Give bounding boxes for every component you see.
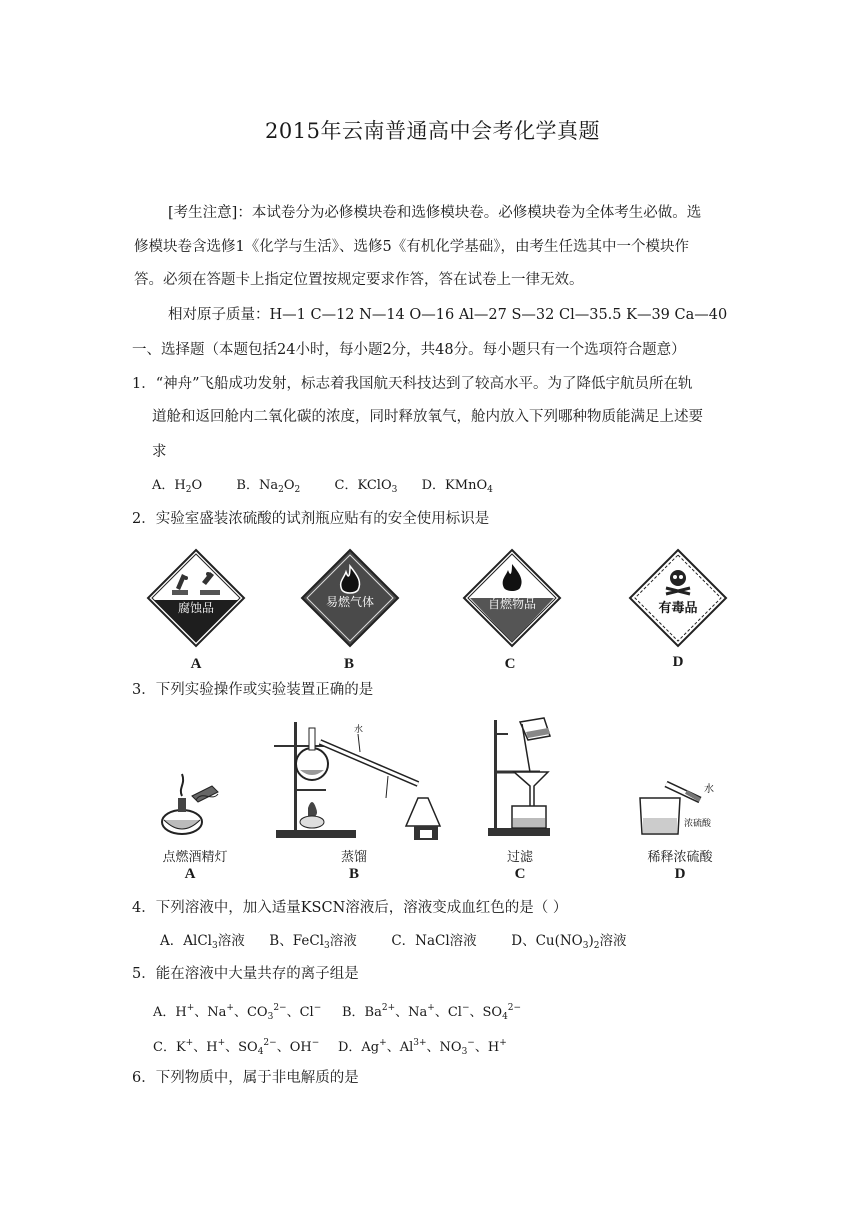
svg-text:水: 水 xyxy=(704,784,714,795)
q4-text: 4．下列溶液中，加入适量KSCN溶液后，溶液变成血红色的是（ ） xyxy=(132,900,568,916)
dilution-illustration xyxy=(636,776,726,838)
q2-text: 2．实验室盛装浓硫酸的试剂瓶应贴有的安全使用标识是 xyxy=(132,511,490,527)
q4-option-a: A．AlCl$_3$溶液 xyxy=(160,933,245,951)
section-heading: 一、选择题（本题包括24小时，每小题2分，共48分。每小题只有一个选项符合题意） xyxy=(132,342,686,358)
q5-option-c: C．K+、H+、$SO_4^{2-}$、OH− xyxy=(153,1038,320,1057)
q4-option-b: B、FeCl$_3$溶液 xyxy=(269,933,357,951)
q5-option-d: D．Ag+、$Al^{3+}$、$NO_3^-$、H+ xyxy=(338,1038,507,1057)
distillation-apparatus xyxy=(268,718,448,842)
q5-option-b: B．$Ba^{2+}$、Na+、Cl−、$SO_4^{2-}$ xyxy=(342,1003,522,1022)
q4-option-c: C．NaCl溶液 xyxy=(391,933,477,949)
filtration-apparatus xyxy=(484,714,564,838)
q1-option-c: C．KClO$_3$ xyxy=(334,478,398,495)
sign-a-label: 腐蚀品 xyxy=(177,601,215,615)
spontaneous-combustion-sign xyxy=(462,548,562,648)
notice-line-3: 答。必须在答题卡上指定位置按规定要求作答，答在试卷上一律无效。 xyxy=(134,272,584,288)
q3-caption-d: 稀释浓硫酸 xyxy=(647,850,713,865)
sign-c-label: 自燃物品 xyxy=(487,597,537,611)
q5-option-a: A．H+、Na+、$CO_3^{2-}$、Cl− xyxy=(153,1003,322,1022)
sign-d-label: 有毒品 xyxy=(658,601,698,616)
page-title: 2015年云南普通高中会考化学真题 xyxy=(265,119,600,143)
sign-c-letter: C xyxy=(504,656,516,672)
notice-line-2: 修模块卷含选修1《化学与生活》、选修5《有机化学基础》，由考生任选其中一个模块作 xyxy=(134,239,689,255)
flammable-gas-sign xyxy=(300,548,400,648)
sign-a-letter: A xyxy=(190,656,202,672)
alcohol-lamp-illustration xyxy=(152,760,232,840)
q3-letter-a: A xyxy=(184,866,196,882)
q3-caption-c: 过滤 xyxy=(506,850,533,865)
q5-text: 5．能在溶液中大量共存的离子组是 xyxy=(132,966,359,982)
q1-option-b: B．$Na_2O_2$ xyxy=(236,478,301,495)
q1-options xyxy=(152,476,493,500)
notice-line-1: [考生注意]：本试卷分为必修模块卷和选修模块卷。必修模块卷为全体考生必做。选 xyxy=(168,205,702,221)
q6-text: 6．下列物质中，属于非电解质的是 xyxy=(132,1070,359,1086)
q3-letter-d: D xyxy=(674,866,686,882)
q1-option-d: D．KMnO$_4$ xyxy=(421,478,493,495)
q3-letter-c: C xyxy=(514,866,526,882)
q1-line-2: 道舱和返回舱内二氧化碳的浓度，同时释放氧气，舱内放入下列哪种物质能满足上述要 xyxy=(152,409,703,425)
svg-text:水: 水 xyxy=(354,725,364,735)
corrosive-sign xyxy=(146,548,246,648)
q3-letter-b: B xyxy=(348,866,359,882)
toxic-sign xyxy=(628,548,728,648)
atomic-masses: 相对原子质量：H—1 C—12 N—14 O—16 Al—27 S—32 Cl—35.5 K—39 Ca—40 xyxy=(168,307,728,323)
q1-line-1: 1．“神舟”飞船成功发射，标志着我国航天科技达到了较高水平。为了降低宇航员所在轨 xyxy=(132,376,693,392)
q1-line-3: 求 xyxy=(152,444,167,460)
q4-option-d: D、$Cu(NO_3)_2$溶液 xyxy=(511,933,627,951)
q3-caption-b: 蒸馏 xyxy=(340,850,367,865)
q1-option-a: A．$H_2O$ xyxy=(152,478,203,495)
sign-b-label: 易燃气体 xyxy=(325,595,375,609)
q3-caption-a: 点燃酒精灯 xyxy=(162,850,228,865)
q3-text: 3．下列实验操作或实验装置正确的是 xyxy=(132,682,374,698)
sign-b-letter: B xyxy=(343,656,354,672)
q4-options xyxy=(160,931,627,956)
sign-d-letter: D xyxy=(672,654,684,670)
svg-text:浓硫酸: 浓硫酸 xyxy=(684,819,712,829)
